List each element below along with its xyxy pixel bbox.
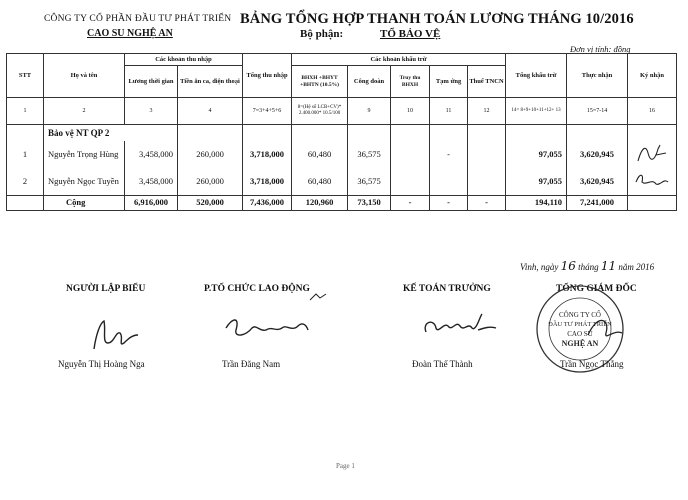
row-meal: 260,000 [178, 168, 243, 196]
header-salary-time: Lương thời gian [125, 66, 178, 98]
date-prefix: Vinh, ngày [520, 262, 559, 272]
row-tax [468, 168, 506, 196]
row-salary: 3,458,000 [125, 168, 178, 196]
total-union: 73,150 [348, 196, 391, 211]
group-cell-empty [567, 125, 628, 142]
total-cell-empty [628, 196, 677, 211]
header-tax: Thuế TNCN [468, 66, 506, 98]
total-cell-empty [7, 196, 44, 211]
table-row [7, 168, 677, 196]
header-meal-phone: Tiền ăn ca, điện thoại [178, 66, 243, 98]
date-month-label: tháng [578, 262, 599, 272]
index-cell: 8=(Hệ số LCB+CV)* 2.400.000* 10.5/100 [292, 98, 348, 125]
row-advance: - [430, 141, 468, 168]
header-stt: STT [7, 54, 44, 98]
date-day: 16 [560, 259, 576, 273]
total-deduction: 194,110 [506, 196, 567, 211]
document-title: BẢNG TỔNG HỢP THANH TOÁN LƯƠNG THÁNG 10/2016 [240, 11, 634, 27]
date-year-label: năm 2016 [618, 262, 655, 272]
index-cell: 3 [125, 98, 178, 125]
signature-title-chief-accountant: KẾ TOÁN TRƯỞNG [403, 284, 491, 294]
row-union: 36,575 [348, 168, 391, 196]
row-salary: 3,458,000 [125, 141, 178, 168]
index-cell: 11 [430, 98, 468, 125]
table-row [7, 141, 677, 168]
header-name: Họ và tên [44, 54, 125, 98]
signature-mark-icon [632, 168, 672, 192]
group-cell-empty [7, 125, 44, 142]
group-cell-empty [243, 125, 292, 142]
row-net: 3,620,945 [567, 141, 628, 168]
row-union: 36,575 [348, 141, 391, 168]
row-net: 3,620,945 [567, 168, 628, 196]
svg-text:NGHỆ AN: NGHỆ AN [561, 339, 599, 348]
row-total-income: 3,718,000 [243, 141, 292, 168]
group-cell-empty [348, 125, 391, 142]
row-bhxh [391, 141, 430, 168]
row-meal: 260,000 [178, 141, 243, 168]
header-net-pay: Thực nhận [567, 54, 628, 98]
total-advance: - [430, 196, 468, 211]
signer-name-chief-accountant: Đoàn Thế Thành [412, 359, 473, 369]
row-stt: 1 [7, 141, 44, 168]
row-sign-cell [628, 168, 677, 196]
row-name: Nguyễn Ngọc Tuyền [44, 168, 125, 196]
total-meal: 520,000 [178, 196, 243, 211]
signature-mark-icon [632, 141, 672, 165]
date-month: 11 [600, 259, 617, 273]
svg-text:CAO SU: CAO SU [567, 330, 593, 338]
total-label: Cộng [44, 196, 125, 211]
total-salary: 6,916,000 [125, 196, 178, 211]
group-cell-empty [178, 125, 243, 142]
page-footer: Page 1 [336, 462, 355, 470]
index-cell: 16 [628, 98, 677, 125]
header-union: Công đoàn [348, 66, 391, 98]
row-bhxh [391, 168, 430, 196]
index-cell: 7=3+4+5+6 [243, 98, 292, 125]
header-signature: Ký nhận [628, 54, 677, 98]
index-cell: 2 [44, 98, 125, 125]
signature-title-director: TỔNG GIÁM ĐỐC [556, 284, 637, 294]
header-income-group: Các khoản thu nhập [125, 54, 243, 66]
svg-text:ĐẦU TƯ PHÁT TRIỂN: ĐẦU TƯ PHÁT TRIỂN [548, 321, 612, 328]
total-insurance: 120,960 [292, 196, 348, 211]
total-tax: - [468, 196, 506, 211]
department-value: TỔ BẢO VỆ [380, 28, 441, 40]
row-insurance: 60,480 [292, 168, 348, 196]
company-name-line2: CAO SU NGHỆ AN [87, 28, 173, 39]
total-row [7, 196, 677, 211]
payroll-table [6, 53, 677, 211]
group-cell-empty [292, 125, 348, 142]
total-income: 7,436,000 [243, 196, 292, 211]
department-label: Bộ phận: [300, 28, 344, 40]
header-total-income: Tổng thu nhập [243, 54, 292, 98]
group-cell-empty [506, 125, 567, 142]
group-cell-empty [430, 125, 468, 142]
currency-unit-note: Đơn vị tính: đồng [570, 44, 631, 54]
row-name: Nguyễn Trọng Hùng [44, 141, 125, 168]
row-sign-cell [628, 141, 677, 168]
company-name-line1: CÔNG TY CỔ PHẦN ĐẦU TƯ PHÁT TRIỂN [44, 14, 232, 24]
svg-text:CÔNG TY CỔ: CÔNG TY CỔ [558, 311, 602, 319]
group-cell-empty [468, 125, 506, 142]
initial-mark-icon [308, 292, 328, 302]
date-line [520, 259, 654, 273]
header-total-deduction: Tổng khấu trừ [506, 54, 567, 98]
signature-title-preparer: NGƯỜI LẬP BIỂU [66, 284, 146, 294]
signature-title-labor: P.TỔ CHỨC LAO ĐỘNG [204, 284, 310, 294]
row-tax [468, 141, 506, 168]
index-cell: 15=7-14 [567, 98, 628, 125]
signer-name-labor: Trần Đăng Nam [222, 359, 281, 369]
row-advance [430, 168, 468, 196]
index-cell: 12 [468, 98, 506, 125]
header-advance: Tạm ứng [430, 66, 468, 98]
index-cell: 1 [7, 98, 44, 125]
row-total-income: 3,718,000 [243, 168, 292, 196]
signer-name-director: Trần Ngọc Thắng [560, 359, 624, 369]
index-cell: 14= 8+9+10+11+12+ 13 [506, 98, 567, 125]
row-stt: 2 [7, 168, 44, 196]
total-net: 7,241,000 [567, 196, 628, 211]
total-bhxh: - [391, 196, 430, 211]
index-cell: 4 [178, 98, 243, 125]
signature-chief-accountant-icon [420, 310, 500, 344]
index-cell: 10 [391, 98, 430, 125]
group-cell-empty [391, 125, 430, 142]
signature-labor-icon [222, 312, 312, 342]
group-label: Bảo vệ NT QP 2 [44, 125, 178, 142]
signature-preparer-icon [88, 313, 148, 355]
header-insurance: BHXH +BHYT +BHTN (10.5%) [292, 66, 348, 98]
row-total-deduction: 97,055 [506, 141, 567, 168]
row-insurance: 60,480 [292, 141, 348, 168]
index-cell: 9 [348, 98, 391, 125]
signer-name-preparer: Nguyễn Thị Hoàng Nga [58, 359, 145, 369]
group-cell-empty [628, 125, 677, 142]
row-total-deduction: 97,055 [506, 168, 567, 196]
header-bhxh-collect: Truy thu BHXH [391, 66, 430, 98]
header-deduction-group: Các khoản khấu trừ [292, 54, 506, 66]
